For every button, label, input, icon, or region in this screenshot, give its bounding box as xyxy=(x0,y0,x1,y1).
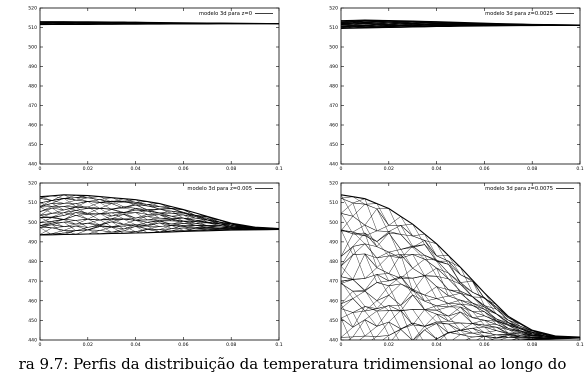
mesh-edge xyxy=(377,242,389,256)
mesh-edge xyxy=(148,213,160,215)
y-tick-label: 470 xyxy=(329,104,338,110)
x-tick-label: 0.04 xyxy=(130,343,141,348)
profile-line xyxy=(40,195,279,229)
y-tick-label: 510 xyxy=(329,201,338,207)
mesh-edge xyxy=(100,204,112,209)
chart-panel-4 xyxy=(329,181,584,348)
x-tick-label: 0.1 xyxy=(275,343,283,348)
mesh-edge xyxy=(365,320,377,345)
mesh-edge xyxy=(353,279,365,291)
y-tick-label: 490 xyxy=(329,240,338,246)
mesh-edge xyxy=(76,202,88,204)
y-tick-label: 460 xyxy=(28,299,37,305)
mesh-edge xyxy=(341,216,353,231)
mesh-edge xyxy=(473,316,485,318)
mesh-edge xyxy=(148,215,160,216)
mesh-edge xyxy=(377,209,389,233)
profile-line xyxy=(341,230,580,337)
y-tick-label: 460 xyxy=(28,123,37,129)
legend-label: modelo 3d para z=0.0075 xyxy=(485,186,553,193)
mesh-edge xyxy=(136,202,148,203)
profile-line xyxy=(341,299,580,338)
mesh-edge xyxy=(437,307,449,310)
mesh-edge xyxy=(425,276,437,299)
series-mesh xyxy=(341,20,580,28)
mesh-edge xyxy=(437,321,449,322)
mesh-edge xyxy=(40,207,52,213)
mesh-edge xyxy=(425,299,437,302)
x-tick-label: 0.06 xyxy=(178,167,189,172)
y-tick-label: 520 xyxy=(329,181,338,187)
x-tick-label: 0.1 xyxy=(576,167,584,172)
mesh-edge xyxy=(341,318,353,345)
mesh-edge xyxy=(389,329,401,336)
y-tick-label: 490 xyxy=(329,65,338,71)
x-tick-label: 0.04 xyxy=(431,167,442,172)
x-tick-label: 0.06 xyxy=(479,167,490,172)
mesh-edge xyxy=(40,201,52,203)
mesh-edge xyxy=(112,209,124,212)
x-tick-label: 0.08 xyxy=(226,343,237,348)
mesh-edge xyxy=(353,244,365,255)
profile-line xyxy=(341,195,580,337)
mesh-edge xyxy=(341,327,353,337)
y-tick-label: 460 xyxy=(329,299,338,305)
y-tick-label: 470 xyxy=(329,279,338,285)
mesh-edge xyxy=(496,305,508,318)
y-tick-label: 450 xyxy=(329,143,338,149)
mesh-edge xyxy=(413,330,425,344)
x-tick-label: 0 xyxy=(38,343,42,348)
y-tick-label: 450 xyxy=(28,143,37,149)
y-tick-label: 450 xyxy=(28,318,37,324)
profile-line xyxy=(341,254,580,338)
mesh-edge xyxy=(353,204,365,216)
mesh-edge xyxy=(341,255,353,277)
mesh-edge xyxy=(389,255,401,274)
mesh-edge xyxy=(437,333,449,339)
mesh-edge xyxy=(377,286,389,301)
y-tick-label: 450 xyxy=(329,318,338,324)
y-tick-label: 500 xyxy=(28,220,37,226)
mesh-edge xyxy=(473,333,485,334)
x-tick-label: 0 xyxy=(339,343,343,348)
mesh-edge xyxy=(484,335,496,336)
y-tick-label: 480 xyxy=(28,84,37,90)
mesh-edge xyxy=(401,268,413,278)
mesh-edge xyxy=(461,291,473,297)
figure-caption: ra 9.7: Perfis da distribuição da temperatura tridimensional ao longo do xyxy=(18,355,567,373)
plot-frame xyxy=(341,183,580,340)
y-tick-label: 440 xyxy=(329,162,338,168)
mesh-edge xyxy=(353,320,365,337)
y-tick-label: 470 xyxy=(28,279,37,285)
y-tick-label: 520 xyxy=(28,6,37,12)
legend-label: modelo 3d para z=0.005 xyxy=(187,186,252,193)
mesh-edge xyxy=(112,202,124,204)
y-tick-label: 440 xyxy=(329,338,338,344)
mesh-edge xyxy=(508,333,520,334)
mesh-edge xyxy=(341,266,353,280)
mesh-edge xyxy=(401,216,413,236)
x-tick-label: 0.02 xyxy=(383,343,394,348)
series-mesh xyxy=(40,22,279,25)
mesh-edge xyxy=(389,216,401,225)
mesh-edge xyxy=(172,215,184,216)
mesh-edge xyxy=(437,287,449,307)
mesh-edge xyxy=(365,326,377,336)
x-tick-label: 0.02 xyxy=(82,167,93,172)
mesh-edge xyxy=(353,291,365,306)
y-tick-label: 490 xyxy=(28,240,37,246)
y-tick-label: 500 xyxy=(28,45,37,51)
mesh-edge xyxy=(449,307,461,316)
mesh-edge xyxy=(389,329,401,344)
mesh-edge xyxy=(365,311,377,326)
mesh-edge xyxy=(449,330,461,333)
x-tick-label: 0.06 xyxy=(479,343,490,348)
x-tick-label: 0.06 xyxy=(178,343,189,348)
chart-panel-3 xyxy=(28,181,283,348)
mesh-edge xyxy=(341,304,353,327)
x-tick-label: 0.02 xyxy=(383,167,394,172)
mesh-edge xyxy=(389,310,401,322)
y-tick-label: 470 xyxy=(28,104,37,110)
mesh-edge xyxy=(389,249,401,252)
y-tick-label: 500 xyxy=(329,220,338,226)
x-tick-label: 0.08 xyxy=(527,167,538,172)
mesh-edge xyxy=(425,268,437,276)
mesh-edge xyxy=(461,333,473,335)
mesh-edge xyxy=(365,306,377,308)
mesh-edge xyxy=(425,287,437,295)
profile-line xyxy=(341,213,580,337)
y-tick-label: 510 xyxy=(329,26,338,32)
mesh-edge xyxy=(484,316,496,321)
mesh-edge xyxy=(473,280,485,298)
mesh-edge xyxy=(377,281,389,283)
chart-panel-2 xyxy=(329,6,584,172)
mesh-edge xyxy=(64,204,76,207)
mesh-edge xyxy=(377,274,389,275)
y-tick-label: 440 xyxy=(28,162,37,168)
legend-label: modelo 3d para z=0.0025 xyxy=(485,11,553,18)
mesh-edge xyxy=(413,326,425,340)
mesh-edge xyxy=(341,197,353,199)
x-tick-label: 0.04 xyxy=(130,167,141,172)
x-tick-label: 0.08 xyxy=(226,167,237,172)
mesh-edge xyxy=(52,227,64,228)
mesh-edge xyxy=(449,293,461,296)
mesh-edge xyxy=(365,225,377,247)
mesh-edge xyxy=(52,196,64,199)
mesh-edge xyxy=(377,204,389,226)
mesh-edge xyxy=(341,337,353,345)
mesh-edge xyxy=(377,311,389,336)
mesh-edge xyxy=(449,335,461,343)
y-tick-label: 480 xyxy=(329,84,338,90)
mesh-edge xyxy=(341,234,353,257)
mesh-edge xyxy=(365,233,377,268)
mesh-edge xyxy=(88,208,100,213)
x-tick-label: 0.1 xyxy=(275,167,283,172)
mesh-edge xyxy=(353,199,365,203)
mesh-edge xyxy=(413,278,425,301)
mesh-edge xyxy=(124,213,136,215)
series-mesh xyxy=(40,195,279,235)
y-tick-label: 520 xyxy=(329,6,338,12)
mesh-edge xyxy=(353,254,365,279)
x-tick-label: 0.02 xyxy=(82,343,93,348)
mesh-edge xyxy=(484,324,496,325)
mesh-edge xyxy=(52,203,64,206)
mesh-edge xyxy=(76,214,88,215)
mesh-edge xyxy=(401,340,413,343)
plot-frame xyxy=(341,8,580,164)
x-tick-label: 0.1 xyxy=(576,343,584,348)
mesh-edge xyxy=(473,328,485,336)
mesh-edge xyxy=(377,225,389,231)
y-tick-label: 480 xyxy=(329,260,338,266)
mesh-edge xyxy=(88,220,100,223)
y-tick-label: 490 xyxy=(28,65,37,71)
mesh-edge xyxy=(449,312,461,321)
mesh-edge xyxy=(76,209,88,211)
y-tick-label: 520 xyxy=(28,181,37,187)
mesh-edge xyxy=(148,218,160,220)
mesh-edge xyxy=(461,281,473,282)
mesh-edge xyxy=(365,283,377,292)
series-mesh xyxy=(341,195,580,345)
x-tick-label: 0.04 xyxy=(431,343,442,348)
profile-line xyxy=(341,283,580,337)
mesh-edge xyxy=(341,299,353,309)
mesh-edge xyxy=(341,203,353,213)
mesh-edge xyxy=(401,224,413,225)
mesh-edge xyxy=(413,259,425,268)
x-tick-label: 0.08 xyxy=(527,343,538,348)
mesh-edge xyxy=(64,207,76,213)
mesh-edge xyxy=(425,326,437,339)
mesh-edge xyxy=(389,232,401,259)
mesh-edge xyxy=(353,247,365,279)
mesh-edge xyxy=(124,218,136,219)
y-tick-label: 460 xyxy=(329,123,338,129)
mesh-edge xyxy=(365,337,377,345)
y-tick-label: 500 xyxy=(329,45,338,51)
y-tick-label: 510 xyxy=(28,26,37,32)
y-tick-label: 440 xyxy=(28,338,37,344)
mesh-edge xyxy=(353,291,365,298)
mesh-edge xyxy=(160,211,172,213)
mesh-edge xyxy=(484,336,496,338)
x-tick-label: 0 xyxy=(339,167,343,172)
y-tick-label: 480 xyxy=(28,260,37,266)
mesh-edge xyxy=(425,245,437,256)
mesh-edge xyxy=(365,209,377,225)
mesh-edge xyxy=(365,231,377,236)
x-tick-label: 0 xyxy=(38,167,42,172)
legend-label: modelo 3d para z=0 xyxy=(198,11,252,18)
y-tick-label: 510 xyxy=(28,201,37,207)
mesh-edge xyxy=(437,306,449,321)
plot-frame xyxy=(40,8,279,164)
mesh-edge xyxy=(365,254,377,283)
chart-panel-1 xyxy=(28,6,283,172)
mesh-edge xyxy=(64,200,76,203)
mesh-edge xyxy=(461,291,473,305)
mesh-edge xyxy=(341,291,353,304)
mesh-edge xyxy=(124,210,136,212)
